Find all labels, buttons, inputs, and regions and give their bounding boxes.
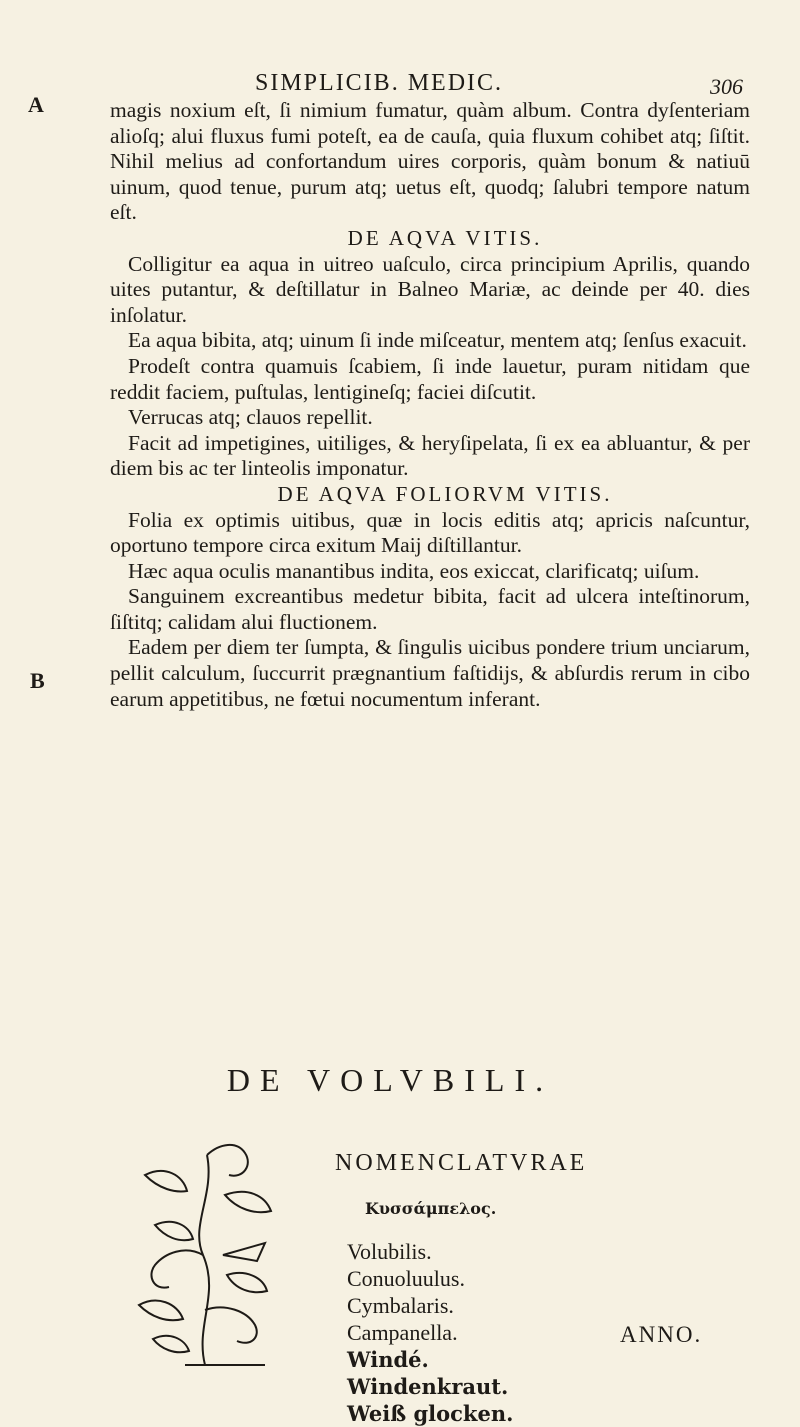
margin-mark-a: A xyxy=(28,92,44,117)
nomenclature-title: NOMENCLATVRAE xyxy=(335,1150,588,1176)
running-title: SIMPLICIB. MEDIC. xyxy=(255,70,504,96)
heading-aqua-foliorum: DE AQVA FOLIORVM VITIS. xyxy=(277,481,613,506)
bindweed-woodcut-icon xyxy=(125,1135,285,1370)
paragraph-7: Hæc aqua oculis manantibus indita, eos exiccat, clarificatq; uiſum. xyxy=(128,558,700,583)
name-item: Campanella. xyxy=(347,1320,458,1345)
name-item: Cymbalaris. xyxy=(347,1293,454,1318)
paragraph-8: Sanguinem excreantibus medetur bibita, facit ad ulcera inteſtinorum, ſiſtitq; calidam alui fluctionem. xyxy=(110,584,750,634)
intro-paragraph: magis noxium eſt, ſi nimium fumatur, quàm album. Contra dyſenteriam alioſq; alui fluxus fumi poteſt, ea de cauſa, quia fluxum cohibet atq; ſiſtit. Nihil melius ad confortandum uires corporis, quàm bonum & natiuū uinum, quod tenue, purum atq; uetus eſt, quodq; ſalubri tempore natum eſt. xyxy=(110,98,750,225)
paragraph-5: Facit ad impetigines, uitiliges, & heryſipelata, ſi ex ea abluantur, & per diem bis ac ter linteolis imponatur. xyxy=(110,430,750,481)
paragraph-1: Colligitur ea aqua in uitreo uaſculo, circa principium Aprilis, quando uites putantur, & deſtillatur in Balneo Mariæ, ac deinde per 40. dies inſolatur. xyxy=(110,251,750,327)
heading-aqua-vitis: DE AQVA VITIS. xyxy=(347,225,543,250)
paragraph-2: Ea aqua bibita, atq; uinum ſi inde miſceatur, mentem atq; ſenſus exacuit. xyxy=(128,328,747,353)
name-item: Conuoluulus. xyxy=(347,1266,465,1291)
page-number: 306 xyxy=(710,74,743,99)
greek-name: Κυσσάμπελος. xyxy=(365,1199,497,1218)
name-item-german: Windé. xyxy=(347,1347,429,1372)
name-item-german: Weiß glocken. xyxy=(347,1401,514,1426)
main-text xyxy=(110,98,750,712)
heading-de-volubili: DE VOLVBILI. xyxy=(226,1062,554,1098)
catchword: ANNO. xyxy=(620,1322,703,1347)
paragraph-6: Folia ex optimis uitibus, quæ in locis editis atq; apricis naſcuntur, oportuno tempore circa exitum Maij diſtillantur. xyxy=(110,507,750,558)
paragraph-9: Eadem per diem ter ſumpta, & ſingulis uicibus pondere trium unciarum, pellit calculum, ſuccurrit prægnantium faſtidijs, & abſurdis rerum in cibo earum appetitibus, ne fœtui nocumentum inferant. xyxy=(110,635,750,711)
name-item: Volubilis. xyxy=(347,1239,432,1264)
nomenclature-box xyxy=(335,1150,695,1427)
paragraph-4: Verrucas atq; clauos repellit. xyxy=(128,405,373,430)
name-item-german: Windenkraut. xyxy=(347,1374,509,1399)
paragraph-3: Prodeſt contra quamuis ſcabiem, ſi inde lauetur, puram nitidam que reddit faciem, puſtulas, lentigineſq; faciei diſcutit. xyxy=(110,353,750,404)
margin-mark-b: B xyxy=(30,668,45,693)
